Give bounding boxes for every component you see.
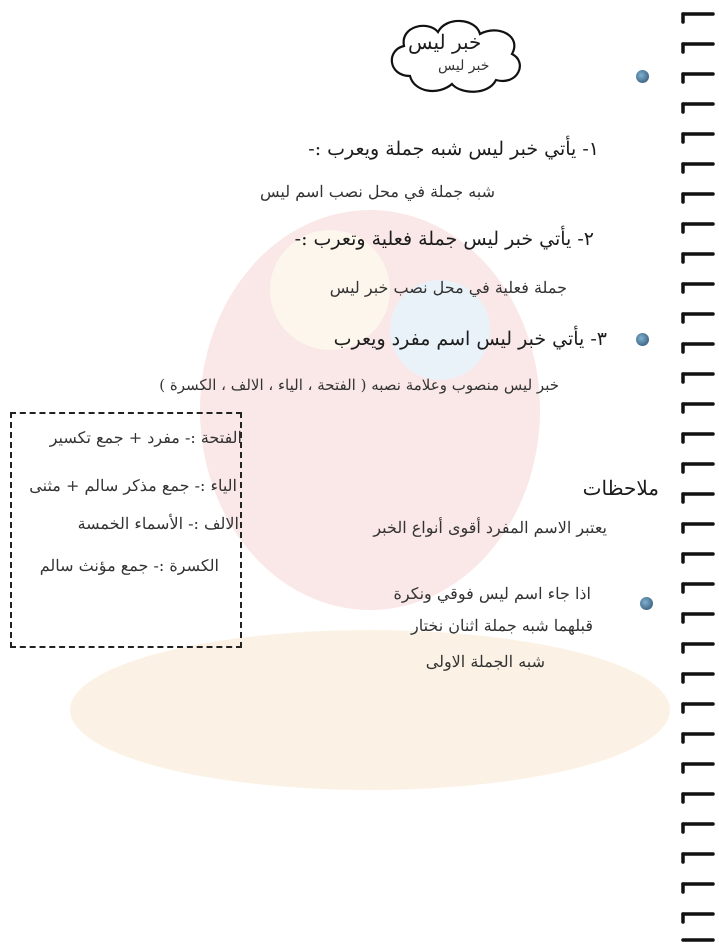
rule-2-detail: جملة فعلية في محل نصب خبر ليس [329, 278, 567, 297]
rule-3-text [334, 328, 607, 350]
box-item-1: الفتحة :- مفرد + جمع تكسير [49, 428, 242, 447]
spiral-binding [675, 0, 719, 948]
rule-1-detail: شبه جملة في محل نصب اسم ليس [260, 182, 495, 201]
box-item-2: الياء :- جمع مذكر سالم + مثنى [29, 476, 237, 495]
title-cloud-outline [380, 14, 530, 98]
notes-line-1: يعتبر الاسم المفرد أقوى أنواع الخبر [373, 518, 607, 537]
box-item-3: الالف :- الأسماء الخمسة [77, 514, 239, 533]
notes-heading: ملاحظات [582, 476, 659, 500]
rule-1-number: ١- [582, 138, 599, 160]
rule-1-text [308, 138, 599, 160]
page-title-underline: خبر ليس [438, 58, 490, 74]
rule-2-number: ٢- [577, 228, 594, 250]
rule-3-label: يأتي خبر ليس اسم مفرد ويعرب [333, 328, 585, 350]
page-title: خبر ليس [408, 30, 482, 54]
rule-3-detail: خبر ليس منصوب وعلامة نصبه ( الفتحة ، الياء ، الالف ، الكسرة ) [159, 376, 559, 394]
punch-hole-3 [640, 597, 653, 610]
rule-2-label: يأتي خبر ليس جملة فعلية وتعرب :- [294, 228, 572, 250]
punch-hole-2 [636, 333, 649, 346]
rule-1-label: يأتي خبر ليس شبه جملة ويعرب :- [308, 138, 577, 160]
rule-3-number: ٣- [590, 328, 607, 350]
box-item-4: الكسرة :- جمع مؤنث سالم [39, 556, 219, 575]
notes-para-line-3: شبه الجملة الاولى [425, 652, 545, 671]
notes-para-line-1: اذا جاء اسم ليس فوقي ونكرة [393, 584, 591, 603]
notes-para-line-2: قبلهما شبه جملة اثنان نختار [410, 616, 593, 635]
rule-2-text [295, 228, 594, 250]
punch-hole-1 [636, 70, 649, 83]
